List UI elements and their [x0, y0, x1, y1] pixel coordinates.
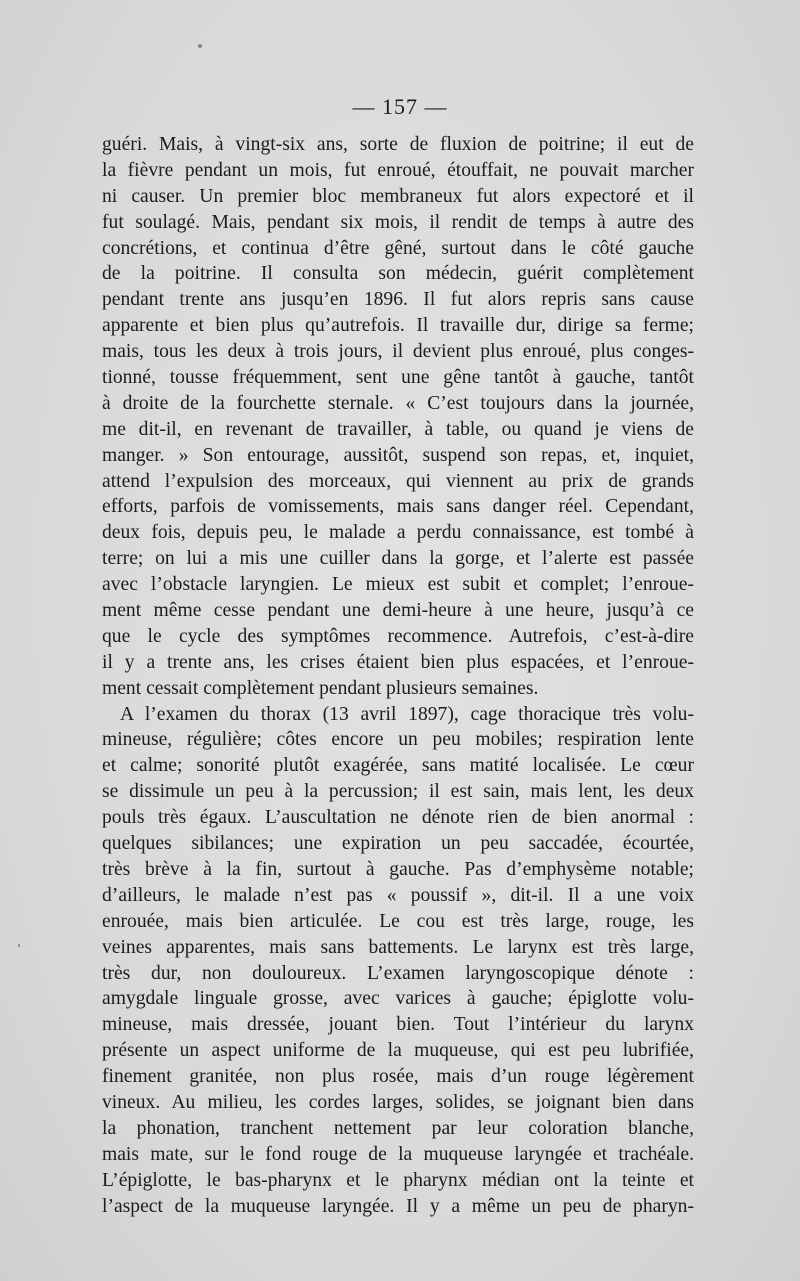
- text-line: présente un aspect uniforme de la muqueuse, qui est peu lubrifiée,: [102, 1040, 694, 1062]
- text-line: enrouée, mais bien articulée. Le cou est très large, rouge, les: [102, 910, 694, 932]
- text-line: amygdale linguale grosse, avec varices à gauche; épiglotte volu-: [102, 988, 694, 1010]
- text-line: d’ailleurs, le malade n’est pas « poussif », dit-il. Il a une voix: [102, 884, 694, 906]
- text-line: se dissimule un peu à la percussion; il est sain, mais lent, les deux: [102, 781, 694, 803]
- text-line: très dur, non douloureux. L’examen laryngoscopique dénote :: [102, 962, 694, 984]
- text-line: finement granitée, non plus rosée, mais d’un rouge légèrement: [102, 1066, 694, 1088]
- text-line: mineuse, régulière; côtes encore un peu mobiles; respiration lente: [102, 729, 694, 751]
- text-line: mineuse, mais dressée, jouant bien. Tout l’intérieur du larynx: [102, 1014, 694, 1036]
- paper-speck: [18, 944, 20, 947]
- text-line: veines apparentes, mais sans battements. Le larynx est très large,: [102, 936, 694, 958]
- text-line: fut soulagé. Mais, pendant six mois, il rendit de temps à autre des: [102, 211, 694, 233]
- text-line: que le cycle des symptômes recommence. Autrefois, c’est-à-dire: [102, 625, 694, 647]
- text-line: la fièvre pendant un mois, fut enroué, étouffait, ne pouvait marcher: [102, 159, 694, 181]
- text-line: deux fois, depuis peu, le malade a perdu connaissance, est tombé à: [102, 522, 694, 544]
- text-line: efforts, parfois de vomissements, mais sans danger réel. Cependant,: [102, 496, 694, 518]
- text-line: très brève à la fin, surtout à gauche. Pas d’emphysème notable;: [102, 858, 694, 880]
- text-line: à droite de la fourchette sternale. « C’est toujours dans la journée,: [102, 392, 694, 414]
- text-line: vineux. Au milieu, les cordes larges, solides, se joignant bien dans: [102, 1091, 694, 1113]
- text-line: quelques sibilances; une expiration un peu saccadée, écourtée,: [102, 833, 694, 855]
- text-line: apparente et bien plus qu’autrefois. Il travaille dur, dirige sa ferme;: [102, 315, 694, 337]
- body-text: [102, 132, 694, 1219]
- page-number: — 157 —: [352, 94, 448, 119]
- text-line: L’épiglotte, le bas-pharynx et le pharynx médian ont la teinte et: [102, 1169, 694, 1191]
- text-line: concrétions, et continua d’être gêné, surtout dans le côté gauche: [102, 237, 694, 259]
- text-line: attend l’expulsion des morceaux, qui viennent au prix de grands: [102, 470, 694, 492]
- text-line: ment même cesse pendant une demi-heure à une heure, jusqu’à ce: [102, 600, 694, 622]
- text-line: terre; on lui a mis une cuiller dans la gorge, et l’alerte est passée: [102, 548, 694, 570]
- text-line: mais mate, sur le fond rouge de la muqueuse laryngée et trachéale.: [102, 1143, 694, 1165]
- text-line: pendant trente ans jusqu’en 1896. Il fut alors repris sans cause: [102, 289, 694, 311]
- text-line: tionné, tousse fréquemment, sent une gêne tantôt à gauche, tantôt: [102, 367, 694, 389]
- text-line: la phonation, tranchent nettement par leur coloration blanche,: [102, 1117, 694, 1139]
- paper-speck: [198, 44, 202, 48]
- text-line: guéri. Mais, à vingt-six ans, sorte de fluxion de poitrine; il eut de: [102, 134, 694, 155]
- text-line: pouls très égaux. L’auscultation ne dénote rien de bien anormal :: [102, 807, 694, 829]
- text-line: mais, tous les deux à trois jours, il devient plus enroué, plus conges-: [102, 341, 694, 363]
- text-line: manger. » Son entourage, aussitôt, suspend son repas, et, inquiet,: [102, 444, 694, 466]
- text-line: me dit-il, en revenant de travailler, à table, ou quand je viens de: [102, 418, 694, 440]
- text-line: l’aspect de la muqueuse laryngée. Il y a même un peu de pharyn-: [102, 1195, 694, 1217]
- text-line: et calme; sonorité plutôt exagérée, sans matité localisée. Le cœur: [102, 755, 694, 777]
- text-line: ni causer. Un premier bloc membraneux fut alors expectoré et il: [102, 185, 694, 207]
- text-line: ment cessait complètement pendant plusieurs semaines.: [102, 677, 539, 699]
- text-line: A l’examen du thorax (13 avril 1897), cage thoracique très volu-: [120, 703, 694, 725]
- text-line: il y a trente ans, les crises étaient bien plus espacées, et l’enroue-: [102, 651, 694, 673]
- text-line: avec l’obstacle laryngien. Le mieux est subit et complet; l’enroue-: [102, 574, 694, 596]
- text-line: de la poitrine. Il consulta son médecin, guérit complètement: [102, 263, 694, 285]
